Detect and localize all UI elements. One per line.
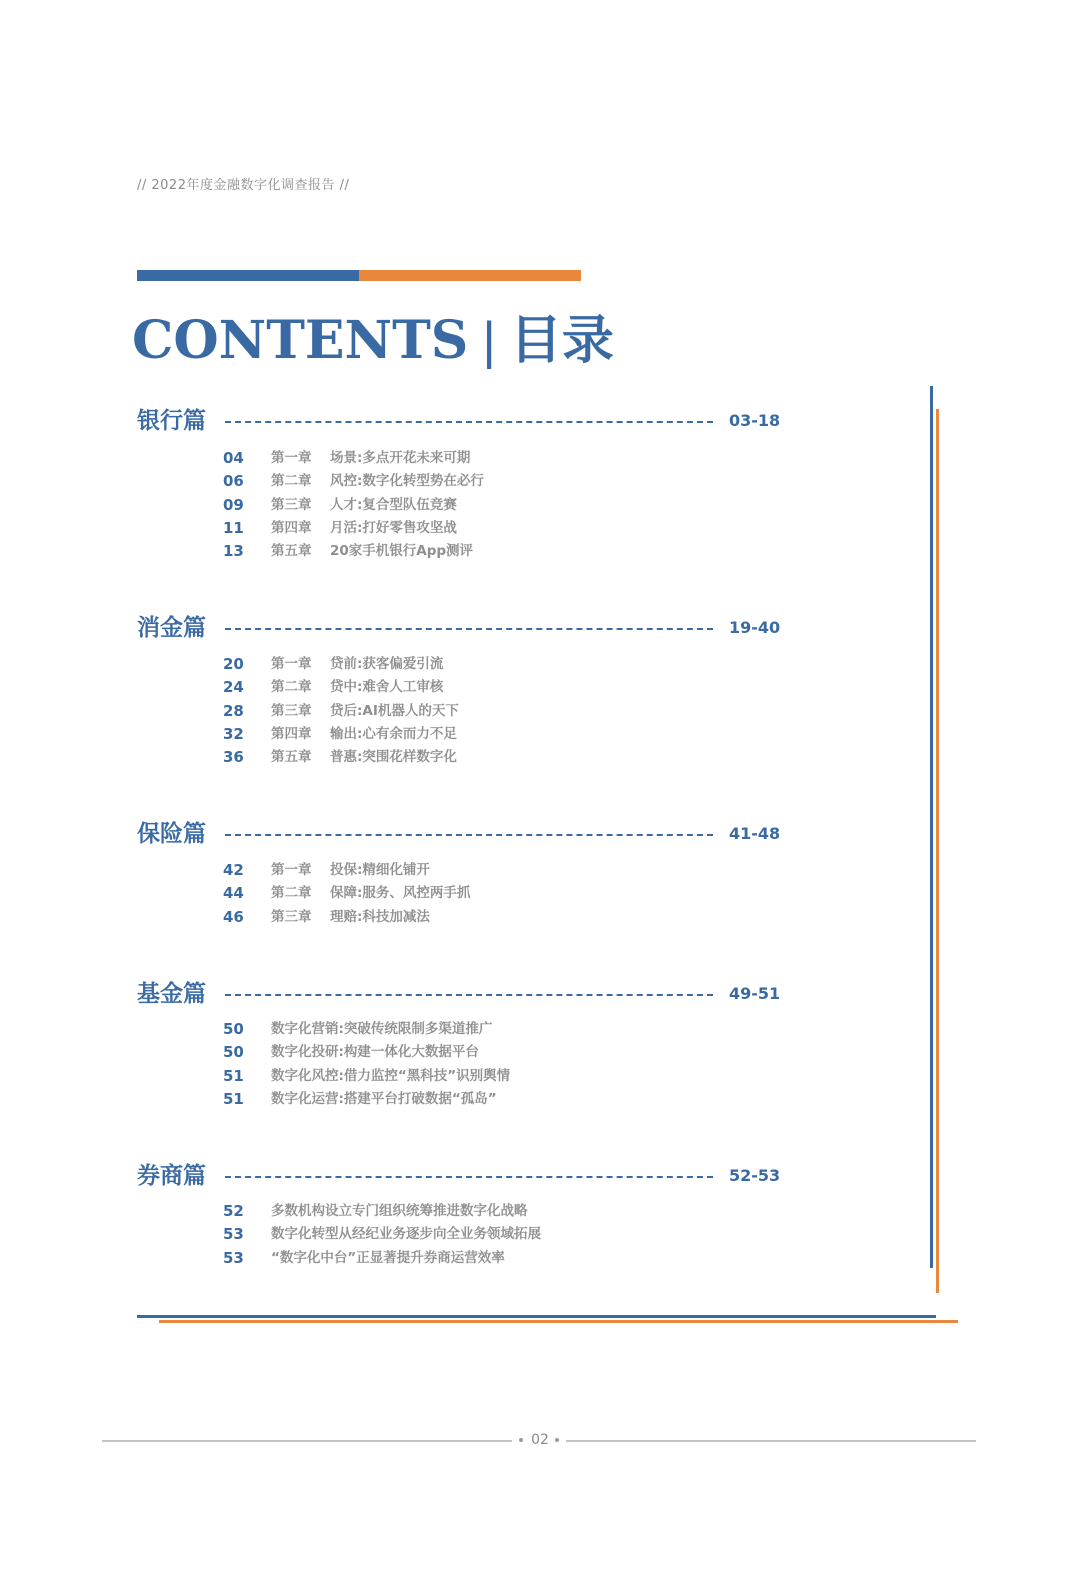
toc-item[interactable]	[137, 676, 787, 699]
item-chapter: 第三章	[271, 496, 312, 513]
item-chapter: 第二章	[271, 679, 312, 696]
toc-item[interactable]	[137, 700, 787, 723]
section-title: 银行篇	[137, 408, 206, 434]
item-page: 44	[223, 884, 244, 903]
item-title: 月活:打好零售攻坚战	[330, 519, 457, 536]
item-chapter: 第一章	[271, 450, 312, 466]
toc-item[interactable]	[137, 746, 787, 769]
item-chapter: 第三章	[271, 908, 312, 925]
footer-rule-left	[102, 1440, 512, 1442]
item-page: 09	[223, 495, 244, 514]
item-page: 36	[223, 748, 244, 767]
item-title: 风控:数字化转型势在必行	[330, 473, 484, 490]
item-title: 场景:多点开花未来可期	[330, 450, 471, 466]
toc-item[interactable]	[137, 1018, 787, 1041]
report-header: // 2022年度金融数字化调查报告 //	[137, 178, 350, 193]
leader-dots	[225, 1176, 713, 1178]
right-border-orange	[936, 409, 939, 1293]
leader-dots	[225, 994, 713, 996]
bottom-border-orange	[159, 1320, 958, 1323]
item-page: 52	[223, 1202, 244, 1220]
item-chapter: 第二章	[271, 885, 312, 902]
toc-item[interactable]	[137, 1065, 787, 1088]
toc-section-consumer-finance	[137, 613, 787, 769]
top-accent-bar-orange	[359, 270, 581, 281]
item-page: 28	[223, 701, 244, 720]
toc-item[interactable]	[137, 517, 787, 540]
item-page: 32	[223, 724, 244, 743]
item-chapter: 第一章	[271, 656, 312, 672]
item-page: 06	[223, 472, 244, 491]
section-page-range[interactable]: 52-53	[729, 1166, 781, 1185]
item-title: 贷中:难舍人工审核	[330, 679, 444, 696]
item-title: 贷前:获客偏爱引流	[330, 656, 444, 672]
footer-dot	[555, 1438, 559, 1442]
item-page: 53	[223, 1225, 244, 1244]
title-english: CONTENTS	[132, 310, 469, 371]
item-chapter: 第五章	[271, 543, 312, 560]
bottom-border-blue	[137, 1315, 936, 1318]
item-page: 51	[223, 1066, 244, 1085]
toc-item[interactable]	[137, 723, 787, 746]
item-page: 46	[223, 907, 244, 926]
item-page: 51	[223, 1089, 244, 1108]
toc-section-securities	[137, 1161, 787, 1270]
item-title: 贷后:AI机器人的天下	[330, 702, 459, 719]
toc-item[interactable]	[137, 1223, 787, 1246]
leader-dots	[225, 421, 713, 423]
section-title: 消金篇	[137, 615, 206, 641]
toc-item[interactable]	[137, 1088, 787, 1111]
item-chapter: 第一章	[271, 862, 312, 878]
item-chapter: 第五章	[271, 749, 312, 766]
item-page: 24	[223, 678, 244, 697]
section-page-range[interactable]: 49-51	[729, 984, 781, 1003]
toc-item[interactable]	[137, 1247, 787, 1270]
item-title: 保障:服务、风控两手抓	[330, 885, 471, 902]
item-title: 20家手机银行App测评	[330, 543, 474, 560]
item-page: 42	[223, 861, 244, 879]
leader-dots	[225, 628, 713, 630]
item-chapter: 第四章	[271, 725, 312, 742]
section-title: 保险篇	[137, 821, 206, 847]
toc-item[interactable]	[137, 540, 787, 563]
toc-item[interactable]	[137, 1041, 787, 1064]
item-title: 多数机构设立专门组织统筹推进数字化战略	[271, 1203, 528, 1219]
right-border-blue	[930, 386, 933, 1268]
page-title	[132, 306, 614, 376]
item-title: 数字化风控:借力监控“黑科技”识别舆情	[271, 1067, 511, 1084]
toc-item[interactable]	[137, 447, 787, 470]
item-title: “数字化中台”正显著提升券商运营效率	[271, 1249, 505, 1266]
item-title: 理赔:科技加减法	[330, 908, 430, 925]
toc-item[interactable]	[137, 1200, 787, 1223]
item-title: 数字化运营:搭建平台打破数据“孤岛”	[271, 1090, 497, 1107]
item-chapter: 第二章	[271, 473, 312, 490]
item-page: 53	[223, 1248, 244, 1267]
item-page: 13	[223, 542, 244, 561]
top-accent-bar-blue	[137, 270, 359, 281]
item-title: 人才:复合型队伍竞赛	[330, 496, 457, 513]
toc-item[interactable]	[137, 653, 787, 676]
toc-item[interactable]	[137, 882, 787, 905]
item-page: 20	[223, 655, 244, 673]
item-chapter: 第三章	[271, 702, 312, 719]
item-page: 50	[223, 1020, 244, 1038]
item-title: 普惠:突围花样数字化	[330, 749, 457, 766]
section-page-range[interactable]: 03-18	[729, 411, 781, 430]
toc-item[interactable]	[137, 494, 787, 517]
toc-item[interactable]	[137, 859, 787, 882]
item-page: 11	[223, 518, 244, 537]
item-title: 数字化投研:构建一体化大数据平台	[271, 1044, 479, 1061]
footer-dot	[519, 1438, 523, 1442]
page-number: 02	[531, 1432, 549, 1448]
toc-item[interactable]	[137, 470, 787, 493]
toc-section-bank	[137, 406, 787, 563]
item-title: 投保:精细化铺开	[330, 862, 430, 878]
item-title: 数字化营销:突破传统限制多渠道推广	[271, 1021, 493, 1037]
item-chapter: 第四章	[271, 519, 312, 536]
section-title: 券商篇	[137, 1163, 206, 1189]
title-chinese: 目录	[509, 310, 614, 371]
item-title: 数字化转型从经纪业务逐步向全业务领域拓展	[271, 1226, 541, 1243]
section-page-range[interactable]: 19-40	[729, 618, 781, 637]
item-page: 50	[223, 1043, 244, 1062]
footer-rule-right	[566, 1440, 976, 1442]
section-title: 基金篇	[137, 981, 206, 1007]
section-page-range[interactable]: 41-48	[729, 824, 781, 843]
toc-item[interactable]	[137, 906, 787, 929]
item-title: 输出:心有余而力不足	[330, 725, 457, 742]
title-separator: |	[482, 312, 496, 370]
item-page: 04	[223, 449, 244, 467]
toc-section-insurance	[137, 819, 787, 929]
leader-dots	[225, 834, 713, 836]
toc-section-fund	[137, 979, 787, 1111]
